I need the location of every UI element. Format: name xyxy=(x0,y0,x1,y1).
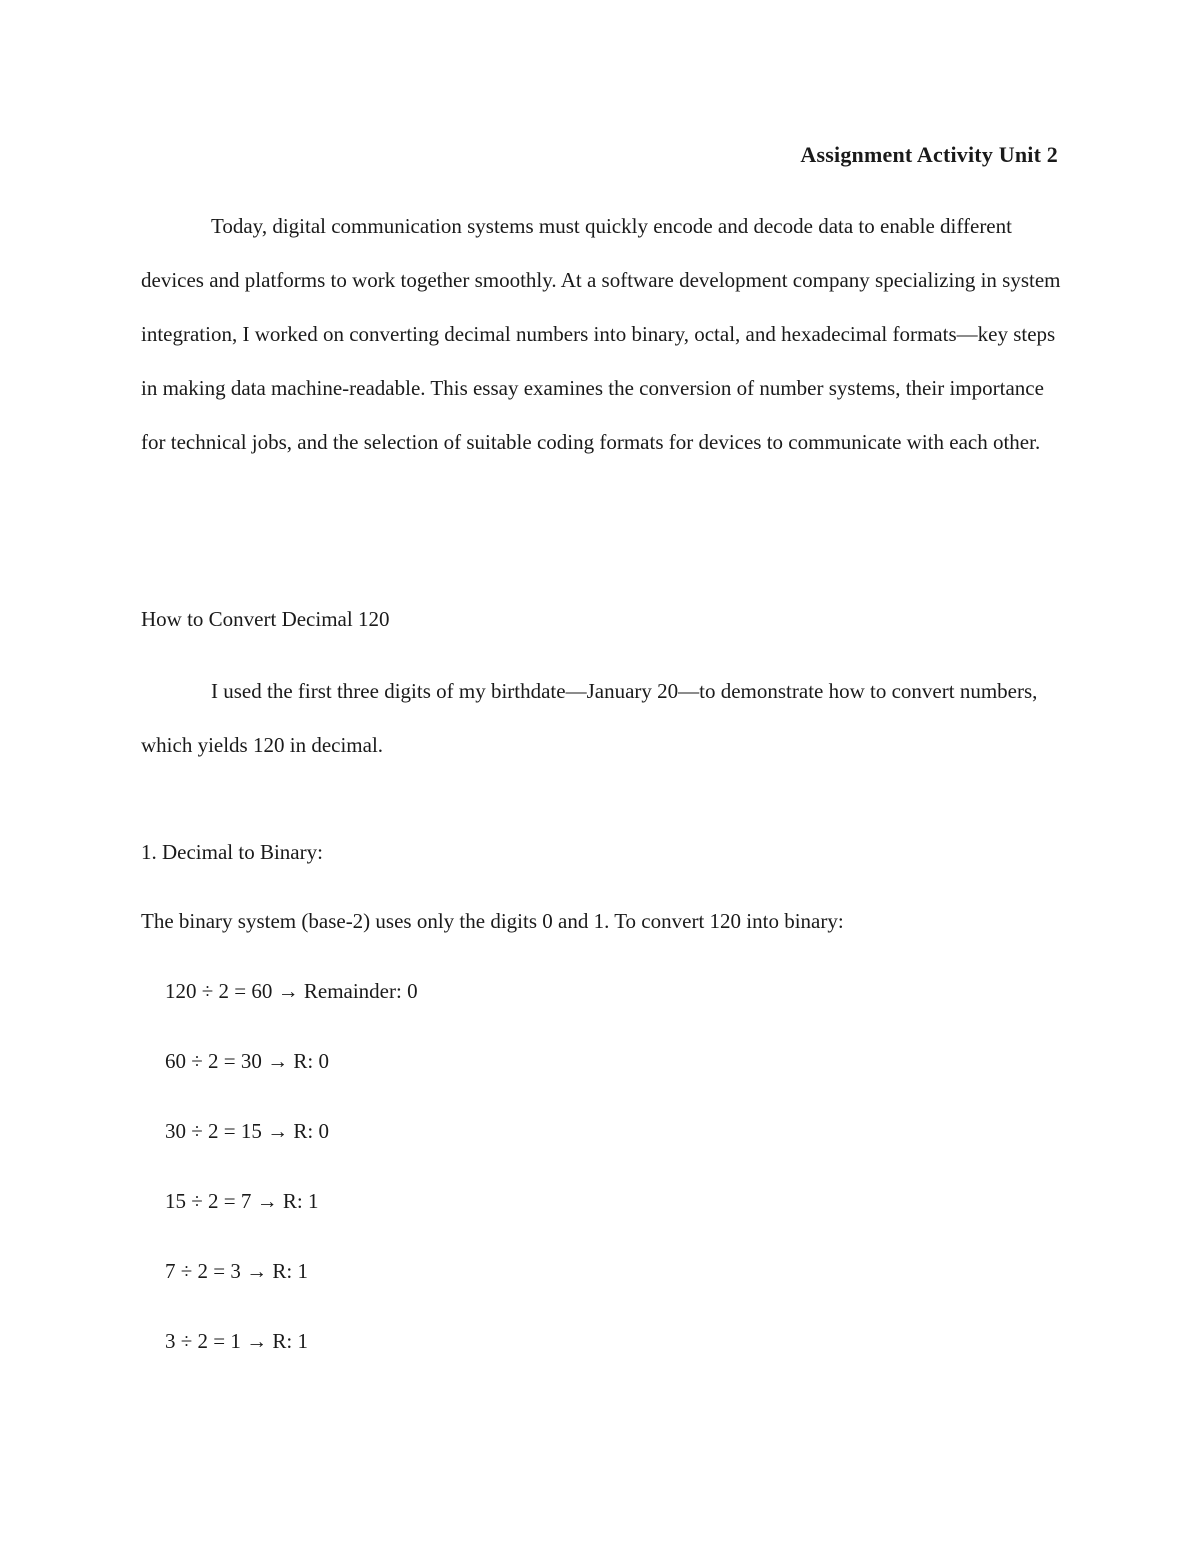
document-title: Assignment Activity Unit 2 xyxy=(800,142,1058,167)
conversion-step: 3 ÷ 2 = 1 → R: 1 xyxy=(165,1329,308,1353)
conversion-step: 120 ÷ 2 = 60 → Remainder: 0 xyxy=(165,979,418,1003)
birthdate-paragraph: I used the first three digits of my birthdate—January 20—to demonstrate how to convert numbers, which yields 120 in decimal. xyxy=(141,679,1038,757)
subsection-heading: 1. Decimal to Binary: xyxy=(141,840,323,864)
conversion-steps-list xyxy=(165,976,418,1396)
conversion-step: 7 ÷ 2 = 3 → R: 1 xyxy=(165,1259,308,1283)
conversion-step: 60 ÷ 2 = 30 → R: 0 xyxy=(165,1049,329,1073)
binary-intro-paragraph: The binary system (base-2) uses only the digits 0 and 1. To convert 120 into binary: xyxy=(141,909,844,933)
section-heading: How to Convert Decimal 120 xyxy=(141,607,390,631)
conversion-step: 15 ÷ 2 = 7 → R: 1 xyxy=(165,1189,319,1213)
intro-paragraph: Today, digital communication systems must quickly encode and decode data to enable different devices and platforms to work together smoothly. At a software development company specializing in system integration, I worked on converting decimal numbers into binary, octal, and hexadecimal formats—key steps in making data machine-readable. This essay examines the conversion of number systems, their importance for technical jobs, and the selection of suitable coding formats for devices to communicate with each other. xyxy=(141,214,1061,454)
conversion-step: 30 ÷ 2 = 15 → R: 0 xyxy=(165,1119,329,1143)
